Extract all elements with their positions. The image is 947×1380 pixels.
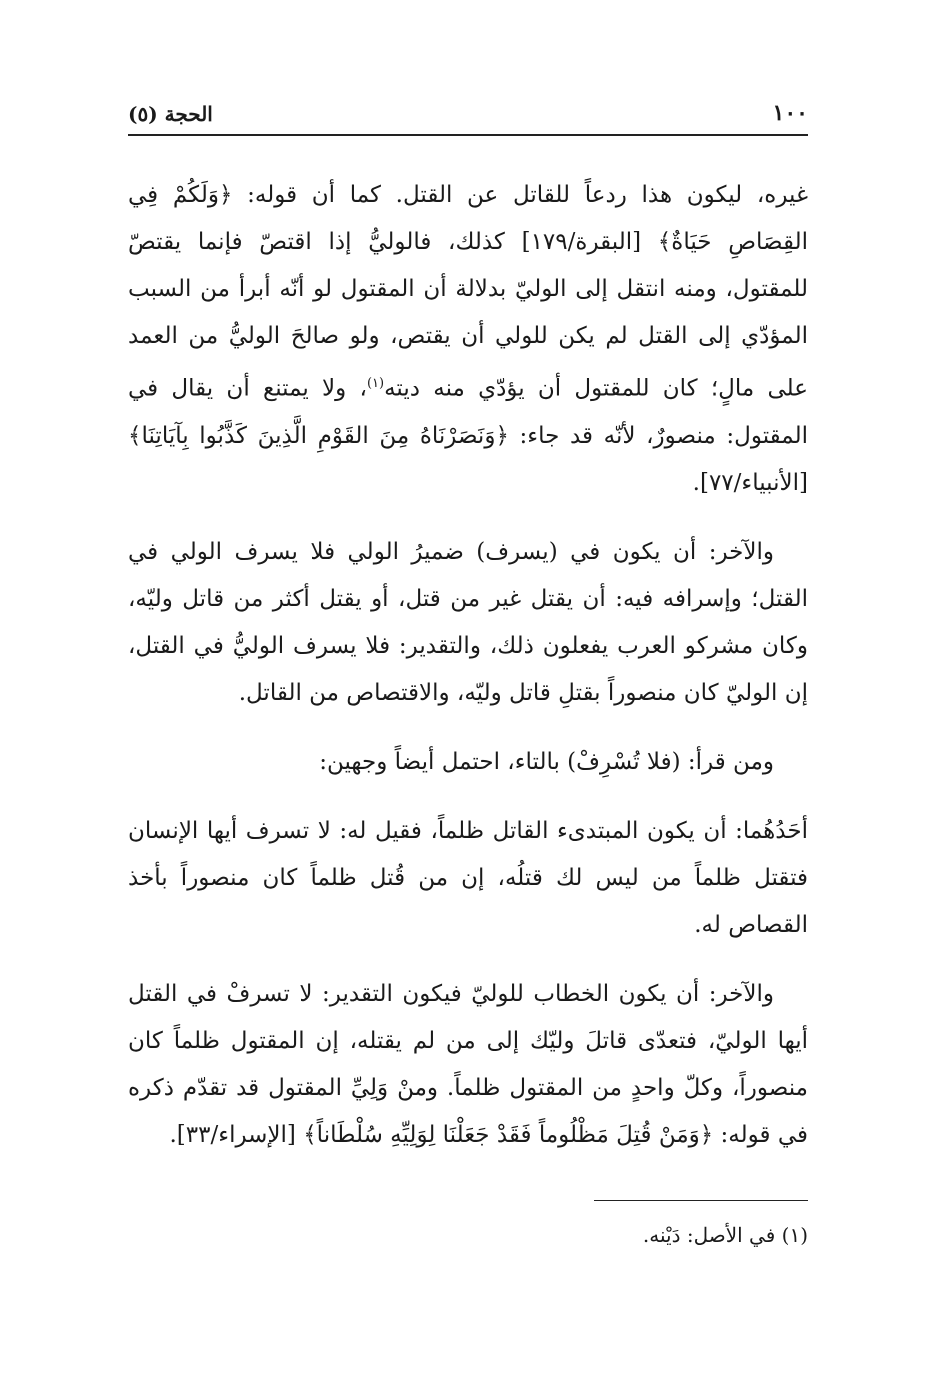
page-number: ١٠٠ xyxy=(772,100,808,126)
paragraph-1-tail: ، ولا يمتنع أن يقال في المقتول: منصورٌ، لأنّه قد جاء: ﴿وَنَصَرْنَاهُ مِنَ القَوْمِ الَّذِينَ كَذَّبُوا بِآيَاتِنَا﴾ [الأنبياء/٧٧]. xyxy=(128,375,808,496)
book-title: الحجة (٥) xyxy=(128,102,213,126)
paragraph-4: أحَدُهُما: أن يكون المبتدىء القاتل ظلماً، فقيل له: لا تسرف أيها الإنسان فتقتل ظلماً من ليس لك قتلُه، إن من قُتل ظلماً كان منصوراً بأخذ القصاص له. xyxy=(128,817,808,938)
body-text xyxy=(128,172,808,1159)
page xyxy=(128,90,808,1247)
paragraph-3: ومن قرأ: (فلا تُسْرِفْ) بالتاء، احتمل أيضاً وجهين: xyxy=(319,748,774,775)
footnote-marker: (١) xyxy=(366,376,385,391)
paragraph-1-text: غيره، ليكون هذا ردعاً للقاتل عن القتل. كما أن قوله: ﴿وَلَكُمْ فِي القِصَاصِ حَيَاةٌ﴾ [البقرة/١٧٩] كذلك، فالوليُّ إذا اقتصّ فإنما يقتصّ للمقتول، ومنه انتقل إلى الوليّ بدلالة أن المقتول لو أنّه أبرأ من السبب المؤدّي إلى القتل لم يكن للولي أن يقتص، ولو صالحَ الوليُّ من العمد على مالٍ؛ كان للمقتول أن يؤدّي منه ديته xyxy=(128,182,808,402)
paragraph-2: والآخر: أن يكون في (يسرف) ضميرُ الولي فلا يسرف الولي في القتل؛ وإسرافه فيه: أن يقتل غير من قتل، أو يقتل أكثر من قاتل وليّه، وكان مشركو العرب يفعلون ذلك، والتقدير: فلا يسرف الوليُّ في القتل، إن الوليّ كان منصوراً بقتلِ قاتل وليّه، والاقتصاص من القاتل. xyxy=(128,538,808,706)
running-header xyxy=(128,90,808,136)
paragraph-5: والآخر: أن يكون الخطاب للوليّ فيكون التقدير: لا تسرفْ في القتل أيها الوليّ، فتعدّى قاتلَ وليّك إلى من لم يقتله، إن المقتول ظلماً كان منصوراً، وكلّ واحدٍ من المقتول ظلماً. ومنْ وَلِيِّ المقتول قد تقدّم ذكره في قوله: ﴿وَمَنْ قُتِلَ مَظْلُوماً فَقَدْ جَعَلْنَا لِوَلِيِّهِ سُلْطَاناً﴾ [الإسراء/٣٣]. xyxy=(128,980,808,1148)
paragraph-1 xyxy=(128,172,808,507)
footnote: (١) في الأصل: دَيْنه. xyxy=(642,1223,808,1247)
footnote-divider xyxy=(594,1200,808,1201)
